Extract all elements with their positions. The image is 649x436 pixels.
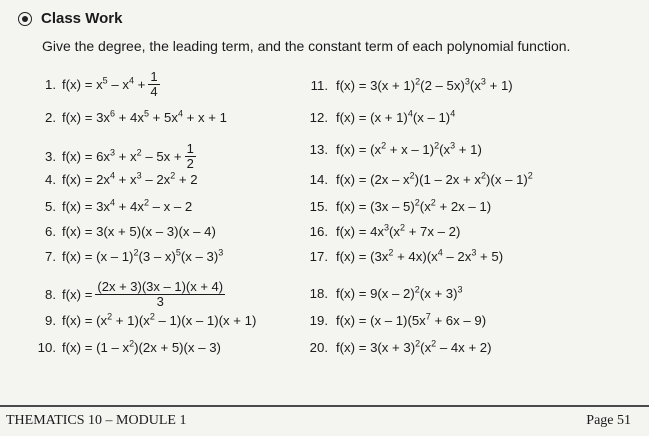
exponent: 2 [129,338,135,349]
expression-text: )(2x + 5)(x – 3) [134,340,221,355]
expression-text: – 2x [442,249,472,264]
problem-number: 1. [45,76,56,92]
polynomial-expression [336,313,486,328]
expression-text: + 1)(x [112,313,150,328]
exponent: 4 [407,108,413,119]
expression-text: + x – 1) [386,142,435,157]
problem-item [306,286,463,301]
expression-text: + x [115,148,137,164]
expression-text: (3 – x) [138,249,176,264]
polynomial-expression [336,340,492,355]
class-work-header [18,10,122,27]
exponent: 2 [409,170,415,181]
fraction-numerator: 1 [150,69,158,84]
problem-item [306,340,492,355]
fraction-denominator: 4 [150,83,158,99]
expression-text: (x – 3) [180,249,219,264]
problem-item [306,172,533,187]
expression-text: + 4x)(x [393,249,438,264]
expression-text: (2 – 5x) [420,78,465,93]
problem-number: 18. [309,286,328,301]
expression-text: f(x) = 3(x + 3) [336,340,416,355]
expression-text: f(x) = 3(x + 1) [336,78,416,93]
problem-item [306,313,486,328]
exponent: 2 [170,170,176,181]
exponent: 3 [480,76,486,87]
expression-text: f(x) = (x + 1) [336,110,408,125]
problem-item [306,78,513,93]
expression-text: )(1 – 2x + x [414,172,482,187]
expression-text: f(x) = (3x – 5) [336,199,415,214]
exponent: 3 [218,247,224,258]
problem-number: 2. [45,110,56,125]
fraction [95,280,225,308]
polynomial-expression [336,78,513,93]
exponent: 2 [481,170,487,181]
problem-item [30,199,192,214]
exponent: 2 [388,247,394,258]
expression-text: (x – 1) [412,110,451,125]
exponent: 4 [450,108,456,119]
expression-text: + 7x – 2) [405,224,461,239]
exponent: 2 [414,197,420,208]
exponent: 5 [143,108,149,119]
expression-text: – 4x + 2) [436,340,492,355]
radio-bullet-icon [18,12,32,26]
expression-text: f(x) = (x [336,142,382,157]
expression-text: + x + 1 [182,110,227,125]
exponent: 2 [430,197,436,208]
exponent: 2 [527,170,533,181]
expression-text: – 1)(x – 1)(x + 1) [154,313,257,328]
problem-number: 9. [45,313,56,328]
problem-item [30,142,196,170]
expression-text: f(x) = 2x [62,172,110,187]
problem-item [30,172,198,187]
exponent: 3 [110,147,116,158]
instructions: Give the degree, the leading term, and the constant term of each polynomial function. [42,38,571,54]
expression-text: + x [115,172,137,187]
footer-module-label: THEMATICS 10 – MODULE 1 [6,413,187,428]
exponent: 3 [457,284,463,295]
exponent: 3 [384,222,390,233]
exponent: 2 [414,284,420,295]
problem-item [30,70,160,98]
polynomial-expression [336,249,503,264]
exponent: 6 [110,108,116,119]
exponent: 4 [110,197,116,208]
problem-item [306,199,491,214]
problem-item [306,224,460,239]
expression-text: )(x – 1) [486,172,528,187]
expression-text: – x – 2 [149,199,193,214]
expression-text: + 2x – 1) [435,199,492,214]
fraction-numerator: (2x + 3)(3x – 1)(x + 4) [97,279,224,294]
footer-divider [0,405,649,407]
problem-item [30,280,225,308]
polynomial-expression [336,286,463,301]
problem-item [30,110,227,125]
expression-text: + 5) [476,249,504,264]
polynomial-expression [336,142,482,157]
expression-text: + 5x [149,110,178,125]
problem-number: 20. [309,340,328,355]
problem-number: 5. [45,199,56,214]
problem-item [30,340,221,355]
problem-number: 8. [45,286,56,302]
exponent: 4 [177,108,183,119]
problem-number: 10. [37,340,56,355]
expression-text: f(x) = 3x [62,199,110,214]
expression-text: – 5x + [141,148,182,164]
fraction-denominator: 2 [186,155,194,171]
problem-number: 4. [45,172,56,187]
expression-text: f(x) = 3x [62,110,110,125]
expression-text: f(x) = 6x [62,148,110,164]
polynomial-expression [62,340,221,355]
polynomial-expression [62,149,182,164]
exponent: 3 [450,140,456,151]
exponent: 2 [434,140,440,151]
polynomial-expression [62,224,216,239]
exponent: 2 [107,311,113,322]
polynomial-expression [336,172,533,187]
expression-text: – 2x [141,172,171,187]
expression-text: + 1) [455,142,482,157]
problem-item [306,110,455,125]
exponent: 3 [464,76,470,87]
problem-number: 14. [309,172,328,187]
problem-item [30,249,223,264]
exponent: 3 [136,170,142,181]
expression-text: (x [469,78,481,93]
problem-number: 17. [309,249,328,264]
expression-text: f(x) = 9(x – 2) [336,286,415,301]
expression-text: (x [420,340,432,355]
problem-item [30,313,256,328]
fraction-denominator: 3 [156,293,164,309]
expression-text: (x [419,199,431,214]
exponent: 2 [143,197,149,208]
exponent: 2 [133,247,139,258]
problem-number: 16. [309,224,328,239]
expression-text: + 1) [485,78,513,93]
expression-text: f(x) = x [62,76,103,92]
exponent: 5 [102,75,108,86]
polynomial-expression [62,313,256,328]
problem-number: 6. [45,224,56,239]
problem-item [306,249,503,264]
problem-number: 13. [309,142,328,157]
expression-text: f(x) = (3x [336,249,389,264]
problem-item [306,142,482,157]
section-title: Class Work [41,10,123,27]
polynomial-expression [62,110,227,125]
problem-number: 12. [309,110,328,125]
problem-number: 15. [309,199,328,214]
polynomial-expression [62,172,198,187]
expression-text: f(x) = (x – 1) [62,249,134,264]
fraction [185,142,196,170]
footer-page-number: Page 51 [586,413,631,428]
exponent: 2 [149,311,155,322]
exponent: 2 [136,147,142,158]
fraction [148,70,159,98]
exponent: 7 [425,311,431,322]
expression-text: – x [107,76,129,92]
exponent: 2 [400,222,406,233]
polynomial-expression [62,77,145,92]
problem-number: 19. [309,313,328,328]
expression-text: + [133,76,146,92]
expression-text: (x [389,224,401,239]
exponent: 2 [415,338,421,349]
polynomial-expression [336,110,455,125]
fraction-numerator: 1 [186,141,194,156]
exponent: 3 [471,247,477,258]
problem-number: 11. [310,78,328,93]
polynomial-expression [336,224,460,239]
expression-text: (x [439,142,451,157]
expression-text: f(x) = (x – 1)(5x [336,313,426,328]
expression-text: + 2 [175,172,198,187]
exponent: 4 [128,75,134,86]
expression-text: f(x) = (1 – x [62,340,130,355]
exponent: 2 [431,338,437,349]
expression-text: + 4x [115,199,144,214]
expression-text: f(x) = [62,286,93,302]
expression-text: + 4x [115,110,144,125]
polynomial-expression [62,199,192,214]
exponent: 2 [381,140,387,151]
polynomial-expression [336,199,491,214]
exponent: 2 [415,76,421,87]
expression-text: (x + 3) [419,286,458,301]
expression-text: + 6x – 9) [430,313,487,328]
polynomial-expression [62,249,223,264]
problem-number: 3. [45,148,56,164]
problem-item [30,224,216,239]
exponent: 4 [437,247,443,258]
expression-text: f(x) = 4x [336,224,384,239]
problem-number: 7. [45,249,56,264]
expression-text: f(x) = 3(x + 5)(x – 3)(x – 4) [62,224,216,239]
expression-text: f(x) = (x [62,313,108,328]
exponent: 5 [175,247,181,258]
expression-text: f(x) = (2x – x [336,172,410,187]
polynomial-expression [62,287,92,302]
exponent: 4 [110,170,116,181]
